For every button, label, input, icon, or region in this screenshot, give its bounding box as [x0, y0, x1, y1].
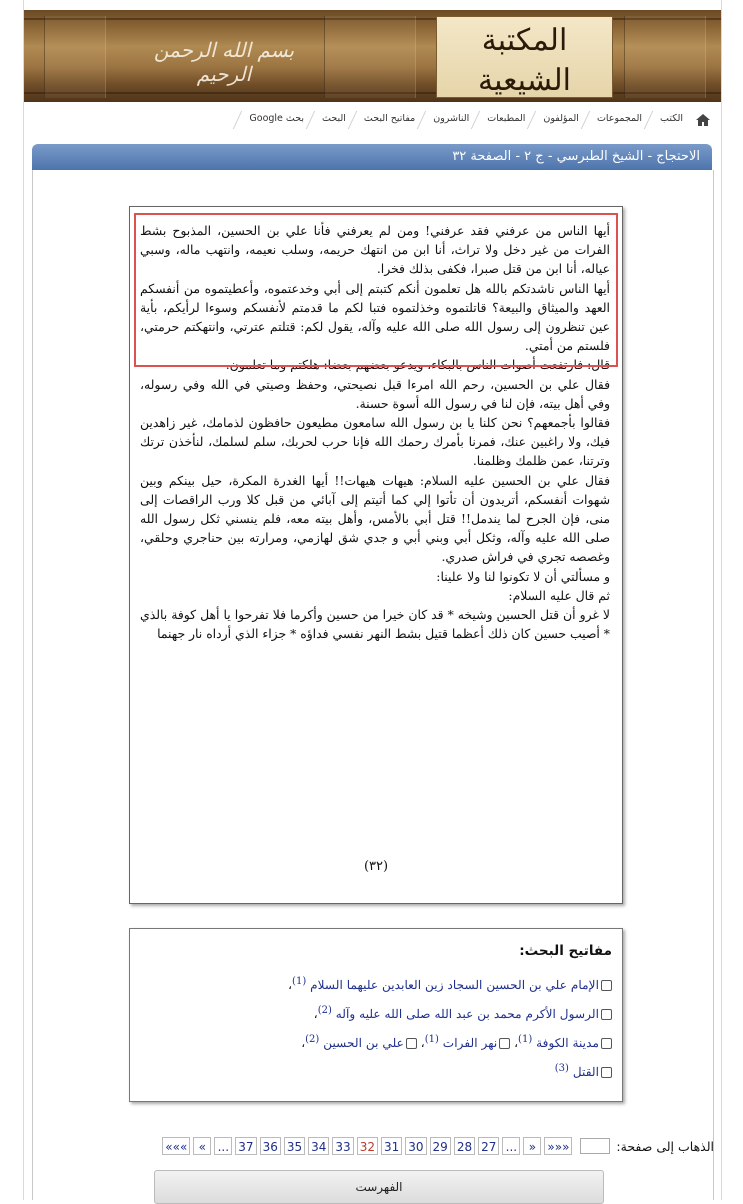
- prev-page-button[interactable]: «: [523, 1137, 541, 1155]
- goto-page-label: الذهاب إلى صفحة:: [616, 1138, 714, 1154]
- nav-item[interactable]: البحث: [312, 108, 354, 129]
- keyword-line: [138, 1056, 612, 1085]
- keyword-checkbox[interactable]: [601, 1038, 612, 1049]
- keyword-link[interactable]: علي بن الحسين: [323, 1036, 404, 1051]
- nav-item[interactable]: الكتب: [650, 108, 691, 129]
- page-text: [140, 221, 610, 643]
- keyword-separator: ،: [420, 1036, 425, 1051]
- page-paragraph: قال: فارتفعت أصوات الناس بالبكاء، ويدعو بعضهم بعضا: هلكتم وما تعلمون.: [225, 357, 610, 373]
- site-logo[interactable]: [436, 16, 613, 98]
- page-link[interactable]: 32: [357, 1137, 378, 1155]
- keyword-checkbox[interactable]: [499, 1038, 510, 1049]
- keyword-line: [138, 969, 612, 998]
- keyword-count: (2): [317, 1005, 332, 1017]
- home-icon[interactable]: [695, 112, 711, 128]
- nav-item[interactable]: بحث Google: [239, 108, 312, 129]
- keyword-count: (1): [424, 1034, 439, 1046]
- page-link[interactable]: 27: [478, 1137, 499, 1155]
- toc-button[interactable]: الفهرست: [154, 1170, 604, 1204]
- page-paragraph: ثم قال عليه السلام:: [508, 587, 610, 603]
- keyword-link[interactable]: الإمام علي بن الحسين السجاد زين العابدين عليهما السلام: [310, 978, 599, 993]
- keyword-checkbox[interactable]: [406, 1038, 417, 1049]
- page-link[interactable]: 31: [381, 1137, 402, 1155]
- page-paragraph: فقال علي بن الحسين عليه السلام: هيهات هيهات!! أيها الغدرة المكرة، حيل بينكم وبين شهوات أنفسكم، أتريدون أن تأتوا إلي كما أتيتم إلى آبائي من قبل كلا ورب الراقصات إلى منى، فإن الجرح لما يندمل!! قتل أبي بالأمس، وأهل بيته معه، فلم ينسني ثكل رسول الله صلى الله عليه وآله، وثكل أبي وبني أبي و جدي شق لهازمي، ومرارته بين حناجري وحلقي، وغصصه تجري في فراش صدري.: [140, 472, 610, 565]
- page-number: (٣٢): [363, 859, 389, 874]
- page-paragraph: فقال علي بن الحسين، رحم الله امرءا قبل نصيحتي، وحفظ وصيتي في الله وفي رسوله، وفي أهل بيته، فإن لنا في رسول الله أسوة حسنة.: [140, 376, 610, 411]
- page-link[interactable]: 33: [332, 1137, 353, 1155]
- page-paragraph: أيها الناس من عرفني فقد عرفني! ومن لم يعرفني فأنا علي بن الحسين، المذبوح بشط الفرات من غير دخل ولا تراث، أنا ابن من انتهك حريمه، وسلب نعيمه، وانتهب ماله، وسبي عياله، أنا ابن من قتل صبرا، فكفى بذلك فخرا.: [140, 223, 610, 277]
- nav-item[interactable]: المؤلفون: [533, 108, 587, 129]
- next-page-button[interactable]: »: [193, 1137, 211, 1155]
- keyword-link[interactable]: القتل: [572, 1065, 599, 1080]
- last-page-button[interactable]: »»»: [162, 1137, 190, 1155]
- keyword-checkbox[interactable]: [601, 1067, 612, 1078]
- basmala-calligraphy: بسم الله الرحمن الرحيم: [153, 38, 295, 86]
- keyword-count: (3): [554, 1063, 569, 1075]
- keyword-checkbox[interactable]: [601, 1009, 612, 1020]
- nav-item[interactable]: المطبعات: [477, 108, 533, 129]
- keyword-line: [138, 998, 612, 1027]
- book-page: [129, 206, 623, 904]
- goto-page-input[interactable]: [580, 1138, 610, 1154]
- first-page-button[interactable]: «««: [544, 1137, 572, 1155]
- pager-ellipsis[interactable]: ...: [214, 1137, 232, 1155]
- keyword-separator: ،: [288, 978, 293, 993]
- page-paragraph: لا غرو أن قتل الحسين وشيخه * قد كان خيرا من حسين وأكرما فلا تفرحوا يا أهل كوفة بالذي * أصيب حسين كان ذلك أعظما قتيل بشط النهر نفسي فداؤه * جزاء الذي أرداه نار جهنما: [140, 607, 610, 642]
- pagination: [64, 1134, 714, 1158]
- page-frame: [23, 0, 722, 1200]
- keyword-link[interactable]: مدينة الكوفة: [536, 1036, 599, 1051]
- page-paragraph: فقالوا بأجمعهم؟ نحن كلنا يا بن رسول الله سامعون مطيعون حافظون لذمامك، غير زاهدين فيك، ولا راغبين عنك، فمرنا بأمرك رحمك الله فإنا حرب لحربك، سلم لسلمك، لنأخذن ترتك وترتنا، عمن ظلمك وظلمنا.: [140, 415, 610, 469]
- page-link[interactable]: 29: [430, 1137, 451, 1155]
- keyword-link[interactable]: الرسول الأكرم محمد بن عبد الله صلى الله عليه وآله: [335, 1007, 599, 1022]
- nav-item[interactable]: المجموعات: [587, 108, 650, 129]
- site-banner: [24, 10, 721, 102]
- search-keywords-box: [129, 928, 623, 1102]
- page-paragraph: و مسألتي أن لا تكونوا لنا ولا علينا:: [436, 568, 610, 584]
- page-title: الاحتجاج - الشيخ الطبرسي - ج ٢ - الصفحة ٣٢: [32, 144, 712, 170]
- nav-item[interactable]: الناشرون: [423, 108, 477, 129]
- page-link[interactable]: 37: [235, 1137, 256, 1155]
- nav-item[interactable]: مفاتيح البحث: [354, 108, 423, 129]
- keyword-line: [138, 1027, 612, 1056]
- keyword-separator: ،: [301, 1036, 306, 1051]
- page-link[interactable]: 30: [405, 1137, 426, 1155]
- page-link[interactable]: 35: [284, 1137, 305, 1155]
- page-link[interactable]: 36: [260, 1137, 281, 1155]
- keywords-list: [138, 969, 612, 1085]
- page-link[interactable]: 34: [308, 1137, 329, 1155]
- keyword-count: (1): [292, 976, 307, 987]
- keywords-heading: مفاتيح البحث:: [519, 943, 612, 959]
- keyword-count: (2): [305, 1034, 320, 1046]
- keyword-checkbox[interactable]: [601, 980, 612, 991]
- breadcrumb-nav: [24, 106, 721, 134]
- keyword-separator: ،: [514, 1036, 519, 1051]
- keyword-link[interactable]: نهر الفرات: [442, 1036, 498, 1051]
- logo-arabic: المكتبة الشيعية: [478, 23, 571, 98]
- keyword-separator: ،: [313, 1007, 318, 1022]
- pager-ellipsis[interactable]: ...: [502, 1137, 520, 1155]
- page-link[interactable]: 28: [454, 1137, 475, 1155]
- nav-list: [239, 108, 691, 129]
- page-paragraph: أيها الناس ناشدتكم بالله هل تعلمون أنكم كتبتم إلى أبي وخدعتموه، وأعطيتموه من أنفسكم العهد والميثاق والبيعة؟ قاتلتموه وخذلتموه فتبا لكم ما قدمتم لأنفسكم وسوءا لرأيكم، بأية عين تنظرون إلى رسول الله صلى الله عليه وآله، يقول لكم: قتلتم عترتي، وانتهكتم حرمتي، فلستم من أمتي.: [140, 280, 610, 354]
- keyword-count: (1): [518, 1034, 533, 1046]
